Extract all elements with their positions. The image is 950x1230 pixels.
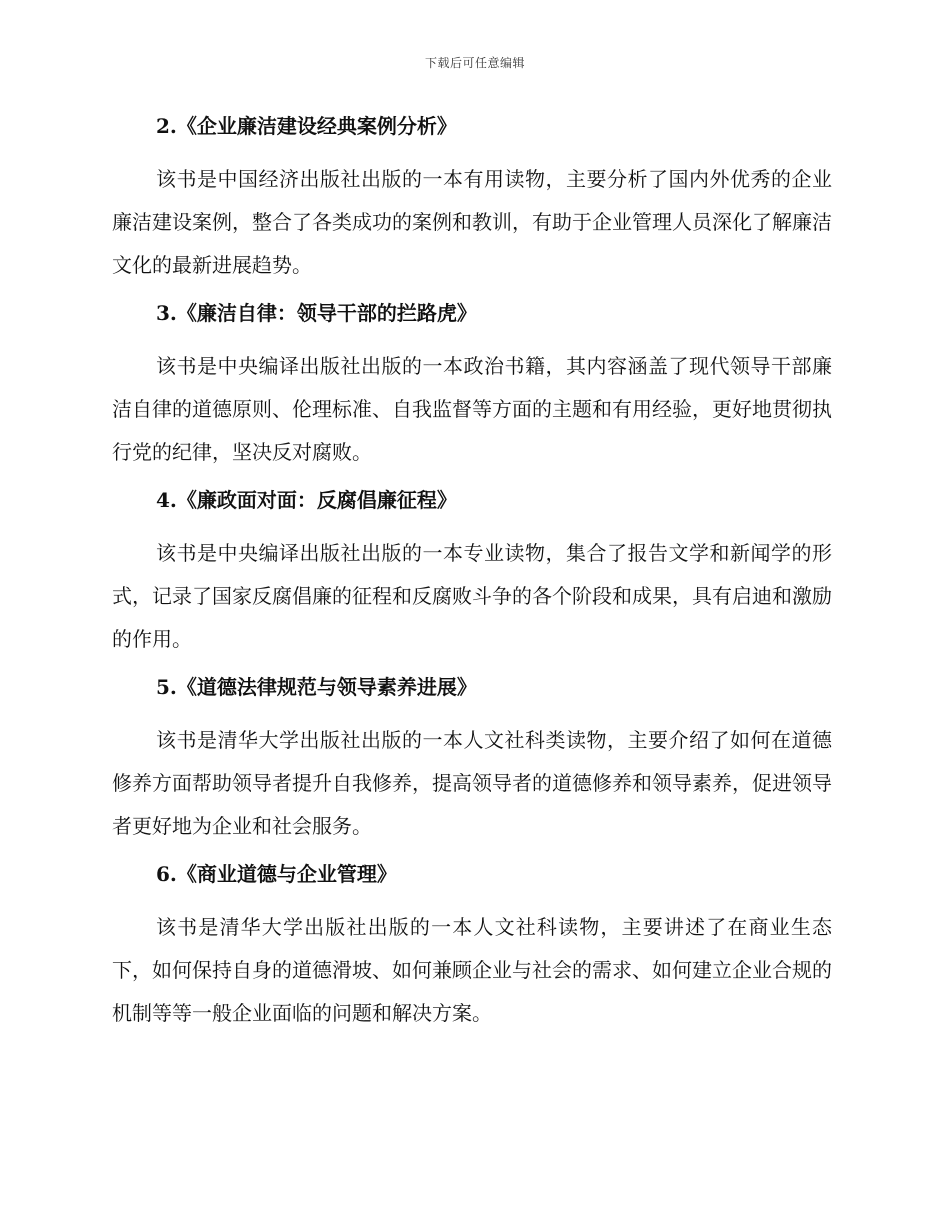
section-title: 3.《廉洁自律：领导干部的拦路虎》: [156, 301, 477, 325]
section-title: 6.《商业道德与企业管理》: [156, 862, 397, 886]
section-title: 5.《道德法律规范与领导素养进展》: [156, 675, 477, 699]
section-body: 该书是中央编译出版社出版的一本专业读物，集合了报告文学和新闻学的形式，记录了国家反腐倡廉的征程和反腐败斗争的各个阶段和成果，具有启迪和激励的作用。: [112, 541, 832, 651]
section-title: 4.《廉政面对面：反腐倡廉征程》: [156, 488, 457, 512]
section-3: [112, 294, 832, 474]
page-header: 下载后可任意编辑: [424, 56, 525, 70]
section-4: [112, 481, 832, 661]
section-title: 2.《企业廉洁建设经典案例分析》: [156, 114, 457, 138]
section-body: 该书是清华大学出版社出版的一本人文社科读物，主要讲述了在商业生态下，如何保持自身的道德滑坡、如何兼顾企业与社会的需求、如何建立企业合规的机制等等一般企业面临的问题和解决方案。: [112, 915, 832, 1025]
section-5: [112, 668, 832, 848]
document-content: [112, 107, 832, 1042]
section-6: [112, 855, 832, 1035]
section-2: [112, 107, 832, 287]
section-body: 该书是中国经济出版社出版的一本有用读物，主要分析了国内外优秀的企业廉洁建设案例，整合了各类成功的案例和教训，有助于企业管理人员深化了解廉洁文化的最新进展趋势。: [112, 167, 832, 277]
section-body: 该书是清华大学出版社出版的一本人文社科类读物，主要介绍了如何在道德修养方面帮助领导者提升自我修养，提高领导者的道德修养和领导素养，促进领导者更好地为企业和社会服务。: [112, 728, 832, 838]
section-body: 该书是中央编译出版社出版的一本政治书籍，其内容涵盖了现代领导干部廉洁自律的道德原则、伦理标准、自我监督等方面的主题和有用经验，更好地贯彻执行党的纪律，坚决反对腐败。: [112, 354, 832, 464]
